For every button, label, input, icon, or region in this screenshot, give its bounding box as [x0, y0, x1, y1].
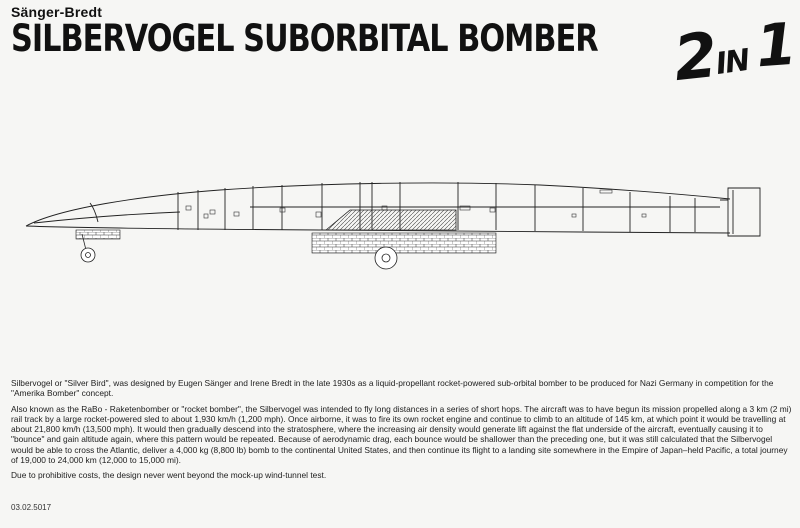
description-paragraph-2: Also known as the RaBo - Raketenbomber or "rocket bomber", the Silbervogel was intended to fly long distances in a series of short hops. The aircraft was to have begun its mission propelled along a 3 km (2 mi) rail track by a large rocket-powered sled to about 1,930 km/h (1,200 mph). Once airborne, it was to fire its own rocket engine and continue to climb to an altitude of 145 km, at which point it would be travelling at about 21,800 km/h (13,500 mph). It would then gradually descend into the stratosphere, where the increasing air density would generate lift against the flat underside of the aircraft, eventually causing it to "bounce" and gain altitude again, where this pattern would be repeated. Because of aerodynamic drag, each bounce would be shallower than the preceding one, but it was still calculated that the Silbervogel would be able to cross the Atlantic, deliver a 4,000 kg (8,800 lb) bomb to the continental United States, and then continue its flight to a landing site somewhere in the Empire of Japan–held Pacific, a total journey of 19,000 to 24,000 km (12,000 to 15,000 mi).: [11, 403, 792, 466]
bomb-bay: [326, 210, 456, 230]
header-subtitle: Sänger-Bredt: [11, 4, 103, 20]
badge-digit-two: 2: [670, 17, 721, 96]
badge-word-in: IN: [713, 42, 751, 83]
description-paragraph-3: Due to prohibitive costs, the design never went beyond the mock-up wind-tunnel test.: [11, 470, 327, 481]
page-title: SILBERVOGEL SUBORBITAL BOMBER: [11, 17, 598, 60]
support-block-main: [312, 233, 496, 253]
badge-digit-one: 1: [753, 9, 799, 81]
description-block: [11, 378, 793, 486]
description-paragraph-1: Silbervogel or "Silver Bird", was designed by Eugen Sänger and Irene Bredt in the late 1930s as a liquid-propellant rocket-powered sub-orbital bomber to be produced for Nazi Germany in competition for the "Amerika Bomber" concept.: [11, 378, 774, 399]
main-gear: [375, 247, 397, 269]
aircraft-side-profile-drawing: [20, 178, 770, 270]
catalog-code: 03.02.5017: [11, 503, 52, 512]
two-in-one-badge: [670, 9, 799, 96]
